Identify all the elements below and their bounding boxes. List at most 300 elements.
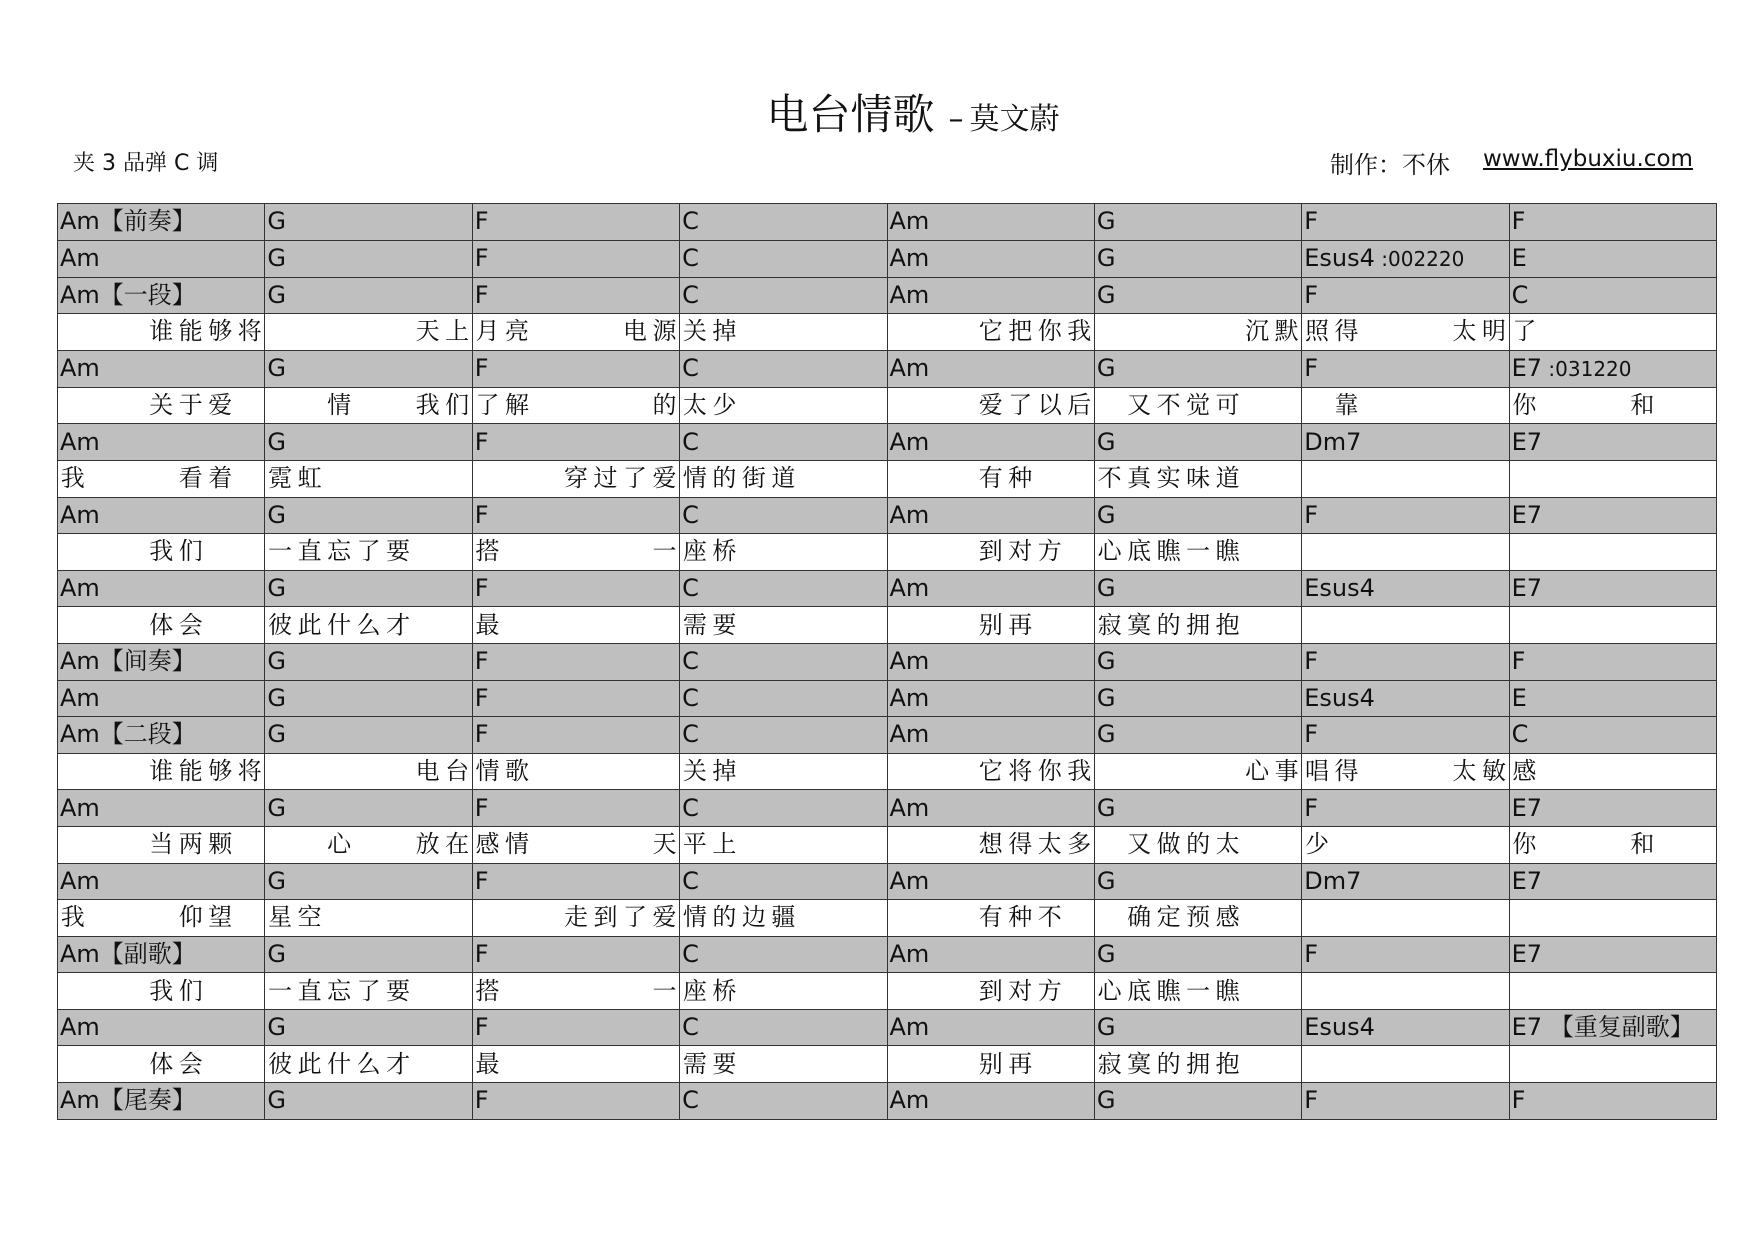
- chord-cell: [58, 790, 265, 827]
- lyric-cell: [58, 973, 265, 1010]
- lyric-char: 对: [1008, 537, 1033, 566]
- lyric-row: [58, 1046, 1717, 1083]
- chord-cell: [1094, 424, 1301, 461]
- lyric-char: 把: [1008, 317, 1033, 346]
- chord-cell: [1509, 643, 1716, 680]
- chord-cell: [1509, 570, 1716, 607]
- chord-cell: [472, 277, 679, 314]
- lyric-char: 边: [741, 903, 766, 932]
- lyric-cell: [1302, 314, 1509, 351]
- lyric-char: 瞧: [1156, 537, 1181, 566]
- chord-name: Am: [60, 354, 100, 383]
- lyric-char: 我: [149, 976, 174, 1005]
- chord-name: Esus4: [1304, 243, 1375, 272]
- chord-cell: [58, 497, 265, 534]
- chord-cell: [887, 717, 1094, 754]
- lyric-char: 谁: [149, 317, 174, 346]
- lyric-char: 们: [445, 391, 470, 420]
- lyric-cell: [887, 900, 1094, 937]
- chord-name: F: [1304, 647, 1319, 676]
- chord-name: Am: [889, 866, 930, 895]
- lyric-char: 于: [178, 391, 203, 420]
- chord-cell: [680, 863, 887, 900]
- lyric-cell: [265, 460, 472, 497]
- lyric-char: 过: [593, 464, 618, 493]
- lyric-cell: [887, 753, 1094, 790]
- lyric-char: 太: [1215, 830, 1240, 859]
- chord-cell: [1302, 497, 1509, 534]
- chord-name: G: [1096, 647, 1116, 676]
- chord-sheet-table: [57, 203, 1717, 1120]
- chord-cell: [680, 277, 887, 314]
- lyric-cell: [1094, 1046, 1301, 1083]
- lyric-cell: [265, 534, 472, 571]
- lyric-row: [58, 534, 1717, 571]
- lyric-char: 心: [1097, 976, 1122, 1005]
- lyric-cell: [680, 1046, 887, 1083]
- lyric-char: 靠: [1334, 391, 1359, 420]
- chord-name: G: [1096, 280, 1116, 309]
- chord-cell: [680, 497, 887, 534]
- chord-row: [58, 936, 1717, 973]
- lyric-char: 到: [593, 903, 618, 932]
- lyric-cell: [472, 387, 679, 424]
- chord-name: Am: [60, 720, 100, 749]
- chord-name: F: [474, 207, 489, 236]
- lyric-cell: [1094, 826, 1301, 863]
- lyric-row: [58, 314, 1717, 351]
- lyric-char: 歌: [505, 757, 529, 786]
- chord-cell: [887, 936, 1094, 973]
- chord-fingering: :031220: [1542, 356, 1632, 381]
- chord-name: F: [1511, 1086, 1526, 1115]
- lyric-char: 体: [149, 1049, 174, 1078]
- lyric-char: 台: [445, 757, 470, 786]
- chord-cell: [265, 240, 472, 277]
- chord-cell: [472, 680, 679, 717]
- lyric-char: 需: [682, 610, 707, 639]
- chord-row: [58, 1009, 1717, 1046]
- chord-cell: [887, 277, 1094, 314]
- chord-name: G: [267, 793, 286, 822]
- chord-name: G: [267, 207, 286, 236]
- website-link[interactable]: www.flybuxiu.com: [1483, 146, 1693, 172]
- lyric-char: 又: [1127, 830, 1152, 859]
- chord-name: F: [474, 280, 489, 309]
- chord-cell: [887, 790, 1094, 827]
- chord-cell: [58, 424, 265, 461]
- lyric-char: 心: [327, 830, 352, 859]
- chord-cell: [680, 936, 887, 973]
- chord-name: C: [682, 427, 699, 456]
- lyric-char: 的: [712, 903, 737, 932]
- chord-cell: [58, 936, 265, 973]
- chord-cell: [265, 497, 472, 534]
- chord-name: C: [682, 354, 699, 383]
- lyric-cell: [887, 460, 1094, 497]
- lyric-char: 寂: [1097, 610, 1122, 639]
- chord-row: [58, 790, 1717, 827]
- lyric-char: 你: [1037, 317, 1062, 346]
- chord-cell: [265, 277, 472, 314]
- lyric-char: 太: [1037, 830, 1062, 859]
- lyric-row: [58, 387, 1717, 424]
- lyric-char: 么: [356, 610, 381, 639]
- chord-name: G: [267, 683, 286, 712]
- lyric-char: 霓: [268, 464, 293, 493]
- lyric-char: 再: [1008, 1049, 1033, 1078]
- chord-name: Am: [60, 1013, 100, 1042]
- lyric-char: 拥: [1186, 1049, 1211, 1078]
- lyric-char: 两: [178, 830, 203, 859]
- chord-name: C: [682, 500, 699, 529]
- lyric-char: 放: [415, 830, 440, 859]
- chord-cell: [58, 1009, 265, 1046]
- section-label: 【前奏】: [99, 207, 196, 236]
- lyric-char: 爱: [652, 464, 677, 493]
- lyric-char: 空: [297, 903, 322, 932]
- chord-cell: [472, 424, 679, 461]
- chord-name: F: [474, 1086, 489, 1115]
- chord-name: C: [1511, 720, 1529, 749]
- lyric-char: 定: [1156, 903, 1181, 932]
- chord-cell: [472, 717, 679, 754]
- lyric-char: 瞧: [1215, 537, 1240, 566]
- chord-cell: [265, 790, 472, 827]
- chord-cell: [472, 570, 679, 607]
- chord-name: Am: [889, 939, 930, 968]
- lyric-char: 要: [386, 537, 411, 566]
- chord-cell: [1094, 570, 1301, 607]
- lyric-char: 看: [178, 464, 203, 493]
- chord-name: Am: [60, 793, 100, 822]
- lyric-cell: [1509, 900, 1716, 937]
- lyric-char: 有: [978, 903, 1003, 932]
- lyric-char: 掉: [712, 317, 737, 346]
- chord-name: F: [474, 427, 489, 456]
- lyric-cell: [887, 826, 1094, 863]
- lyric-char: 抱: [1215, 1049, 1240, 1078]
- lyric-char: 瞧: [1215, 976, 1240, 1005]
- chord-name: G: [1096, 427, 1116, 456]
- lyric-char: 得: [1008, 830, 1033, 859]
- chord-cell: [680, 643, 887, 680]
- lyric-char: 会: [178, 610, 203, 639]
- section-label: 【尾奏】: [99, 1086, 196, 1115]
- lyric-char: 此: [297, 1049, 322, 1078]
- lyric-char: 不: [1037, 903, 1062, 932]
- lyric-cell: [1302, 534, 1509, 571]
- chord-name: F: [1304, 354, 1319, 383]
- chord-cell: [58, 350, 265, 387]
- lyric-char: 种: [1008, 464, 1033, 493]
- lyric-char: 座: [682, 537, 707, 566]
- lyric-char: 我: [60, 464, 85, 493]
- chord-name: Dm7: [1304, 427, 1362, 456]
- chord-cell: [1509, 863, 1716, 900]
- lyric-char: 们: [178, 537, 203, 566]
- chord-cell: [1509, 424, 1716, 461]
- lyric-char: 寞: [1127, 1049, 1152, 1078]
- lyric-cell: [1302, 900, 1509, 937]
- lyric-char: 彼: [268, 1049, 293, 1078]
- lyric-char: 了: [1512, 317, 1537, 346]
- chord-name: C: [682, 793, 699, 822]
- lyric-char: 直: [297, 537, 322, 566]
- chord-cell: [1094, 643, 1301, 680]
- lyric-char: 掉: [712, 757, 737, 786]
- chord-name: Esus4: [1304, 683, 1375, 712]
- lyric-char: 我: [60, 903, 85, 932]
- chord-name: C: [682, 720, 699, 749]
- chord-cell: [58, 643, 265, 680]
- chord-cell: [680, 1083, 887, 1120]
- lyric-char: 太: [1452, 757, 1477, 786]
- chord-cell: [1509, 790, 1716, 827]
- chord-name: E7: [1511, 427, 1543, 456]
- lyric-char: 唱: [1305, 757, 1329, 786]
- lyric-char: 我: [149, 537, 174, 566]
- chord-cell: [265, 350, 472, 387]
- chord-name: C: [1511, 280, 1529, 309]
- lyric-char: 少: [1305, 830, 1329, 859]
- lyric-char: 桥: [712, 976, 737, 1005]
- chord-cell: [1302, 277, 1509, 314]
- lyric-char: 够: [208, 317, 233, 346]
- lyric-char: 搭: [475, 976, 500, 1005]
- lyric-char: 得: [1334, 317, 1359, 346]
- chord-cell: [1509, 1009, 1716, 1046]
- chord-name: E: [1511, 244, 1527, 273]
- lyric-char: 到: [978, 976, 1003, 1005]
- lyric-row: [58, 973, 1717, 1010]
- lyric-cell: [58, 387, 265, 424]
- chord-row: [58, 277, 1717, 314]
- lyric-char: 天: [652, 830, 677, 859]
- lyric-char: 得: [1334, 757, 1359, 786]
- chord-cell: [472, 790, 679, 827]
- chord-cell: [887, 1083, 1094, 1120]
- lyric-char: 关: [149, 391, 174, 420]
- lyric-cell: [58, 826, 265, 863]
- lyric-char: 我: [415, 391, 440, 420]
- chord-cell: [1302, 350, 1509, 387]
- chord-name: Am: [60, 866, 100, 895]
- lyric-char: 最: [475, 610, 500, 639]
- section-label: 【一段】: [99, 280, 196, 309]
- lyric-char: 不: [1097, 464, 1122, 493]
- chord-name: Esus4: [1304, 574, 1375, 603]
- chord-name: C: [682, 280, 699, 309]
- lyric-cell: [680, 973, 887, 1010]
- chord-cell: [1302, 936, 1509, 973]
- chord-name: G: [1096, 720, 1116, 749]
- chord-name: F: [1304, 720, 1319, 749]
- lyric-cell: [265, 1046, 472, 1083]
- chord-cell: [472, 1083, 679, 1120]
- lyric-char: 街: [741, 464, 766, 493]
- lyric-cell: [1509, 534, 1716, 571]
- chord-name: F: [474, 244, 489, 273]
- lyric-char: 做: [1156, 830, 1181, 859]
- chord-name: C: [682, 244, 699, 273]
- lyric-char: 体: [149, 610, 174, 639]
- lyric-char: 可: [1215, 391, 1240, 420]
- lyric-char: 情: [475, 757, 500, 786]
- chord-name: E7: [1511, 574, 1543, 603]
- chord-name: E7: [1511, 793, 1543, 822]
- lyric-row: [58, 753, 1717, 790]
- chord-name: G: [1096, 683, 1116, 712]
- lyric-char: 一: [268, 976, 293, 1005]
- chord-name: G: [267, 647, 286, 676]
- chord-name: Am: [889, 720, 930, 749]
- chord-name: G: [1096, 793, 1116, 822]
- song-title-text: 电台情歌: [766, 90, 935, 139]
- chord-name: F: [1304, 207, 1319, 236]
- lyric-cell: [887, 607, 1094, 644]
- chord-name: Am: [60, 207, 100, 236]
- chord-name: C: [682, 866, 699, 895]
- lyric-char: 心: [1097, 537, 1122, 566]
- lyric-cell: [58, 534, 265, 571]
- lyric-char: 彼: [268, 610, 293, 639]
- lyric-char: 了: [1008, 391, 1033, 420]
- lyric-char: 电: [415, 757, 440, 786]
- lyric-char: 走: [564, 903, 588, 932]
- lyric-cell: [1302, 387, 1509, 424]
- lyric-char: 以: [1037, 391, 1062, 420]
- lyric-char: 沉: [1245, 317, 1270, 346]
- lyric-cell: [58, 460, 265, 497]
- chord-cell: [887, 570, 1094, 607]
- chord-name: F: [1511, 647, 1526, 676]
- chord-cell: [1302, 240, 1509, 277]
- chord-name: F: [474, 574, 489, 603]
- chord-cell: [472, 936, 679, 973]
- chord-row: [58, 863, 1717, 900]
- lyric-char: 想: [978, 830, 1003, 859]
- lyric-char: 才: [386, 1049, 411, 1078]
- lyric-char: 心: [1245, 757, 1270, 786]
- chord-name: Am: [889, 683, 930, 712]
- chord-cell: [1302, 424, 1509, 461]
- lyric-cell: [472, 314, 679, 351]
- lyric-cell: [680, 826, 887, 863]
- chord-name: G: [267, 427, 286, 456]
- lyric-cell: [1509, 973, 1716, 1010]
- lyric-char: 爱: [652, 903, 677, 932]
- lyric-cell: [265, 826, 472, 863]
- chord-cell: [887, 497, 1094, 534]
- chord-cell: [472, 204, 679, 241]
- lyric-char: 别: [978, 610, 1003, 639]
- chord-cell: [1302, 790, 1509, 827]
- chord-cell: [1509, 936, 1716, 973]
- lyric-cell: [1509, 314, 1716, 351]
- chord-name: E7: [1511, 353, 1543, 382]
- chord-name: Am: [60, 280, 100, 309]
- chord-name: G: [267, 354, 286, 383]
- lyric-cell: [58, 900, 265, 937]
- lyric-cell: [472, 534, 679, 571]
- lyric-char: 瞧: [1156, 976, 1181, 1005]
- lyric-cell: [1302, 1046, 1509, 1083]
- chord-name: G: [267, 1086, 286, 1115]
- chord-row: [58, 680, 1717, 717]
- lyric-cell: [472, 753, 679, 790]
- lyric-char: 将: [1008, 757, 1033, 786]
- lyric-char: 最: [475, 1049, 500, 1078]
- chord-cell: [1094, 350, 1301, 387]
- lyric-char: 么: [356, 1049, 381, 1078]
- chord-cell: [1302, 643, 1509, 680]
- lyric-char: 的: [712, 464, 737, 493]
- lyric-char: 情: [682, 903, 707, 932]
- chord-name: F: [474, 866, 489, 895]
- section-label: 【二段】: [99, 720, 196, 749]
- lyric-char: 忘: [327, 537, 352, 566]
- chord-cell: [58, 204, 265, 241]
- chord-name: F: [474, 939, 489, 968]
- chord-row: [58, 497, 1717, 534]
- lyric-char: 需: [682, 1049, 707, 1078]
- lyric-char: 平: [682, 830, 707, 859]
- lyric-char: 又: [1127, 391, 1152, 420]
- lyric-char: 道: [771, 464, 796, 493]
- lyric-cell: [680, 460, 887, 497]
- lyric-char: 此: [297, 610, 322, 639]
- lyric-char: 情: [505, 830, 529, 859]
- lyric-char: 太: [682, 391, 707, 420]
- chord-cell: [680, 717, 887, 754]
- lyric-char: 的: [652, 391, 677, 420]
- lyric-char: 什: [327, 1049, 352, 1078]
- lyric-char: 寂: [1097, 1049, 1122, 1078]
- lyric-cell: [887, 534, 1094, 571]
- chord-cell: [1094, 1009, 1301, 1046]
- lyric-char: 电: [623, 317, 647, 346]
- chord-name: G: [267, 1013, 286, 1042]
- lyric-char: 明: [1482, 317, 1506, 346]
- chord-cell: [265, 936, 472, 973]
- chord-cell: [58, 717, 265, 754]
- lyric-cell: [1094, 534, 1301, 571]
- lyric-char: 座: [682, 976, 707, 1005]
- chord-name: F: [474, 354, 489, 383]
- chord-cell: [1302, 1009, 1509, 1046]
- lyric-char: 感: [475, 830, 500, 859]
- lyric-cell: [1302, 753, 1509, 790]
- lyric-cell: [1094, 387, 1301, 424]
- lyric-char: 了: [623, 903, 647, 932]
- lyric-cell: [58, 1046, 265, 1083]
- chord-cell: [472, 240, 679, 277]
- lyric-char: 望: [208, 903, 233, 932]
- lyric-char: 太: [1452, 317, 1477, 346]
- lyric-char: 方: [1037, 976, 1062, 1005]
- chord-cell: [58, 680, 265, 717]
- lyric-cell: [472, 973, 679, 1010]
- lyric-char: 桥: [712, 537, 737, 566]
- lyric-char: 颗: [208, 830, 233, 859]
- chord-name: F: [474, 647, 489, 676]
- lyric-char: 源: [652, 317, 677, 346]
- chord-cell: [472, 643, 679, 680]
- chord-name: Am: [889, 793, 930, 822]
- lyric-char: 底: [1127, 537, 1152, 566]
- chord-name: G: [1096, 500, 1116, 529]
